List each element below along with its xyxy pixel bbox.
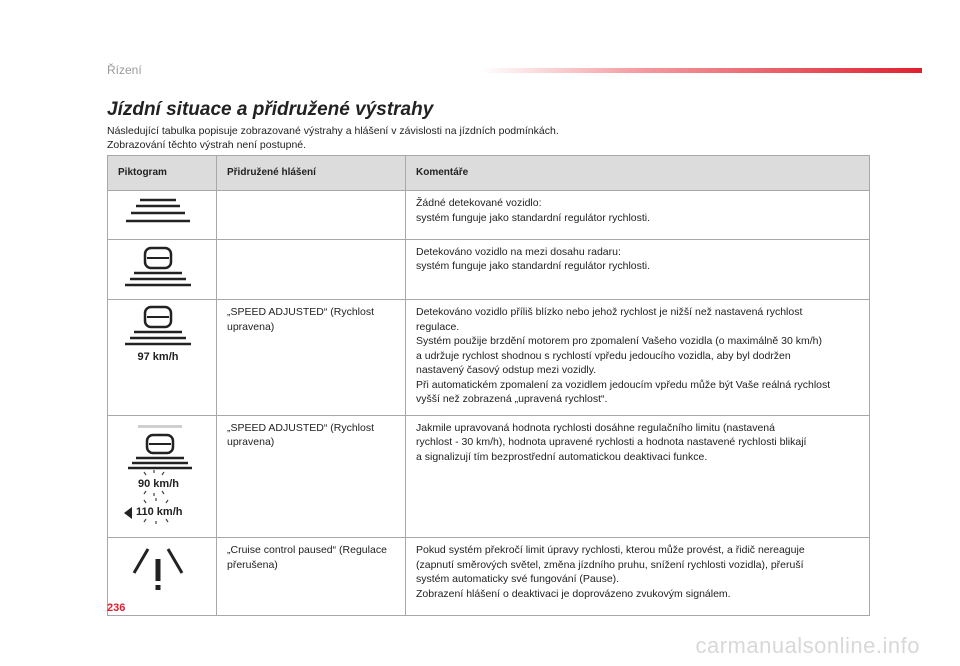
- table-row: [108, 191, 870, 240]
- comment-line: systém funguje jako standardní regulátor rychlosti.: [416, 260, 651, 272]
- comment-line: Detekováno vozidlo příliš blízko nebo jehož rychlost je nižší než nastavená rychlost: [416, 306, 803, 318]
- lane-no-vehicle-icon: [118, 196, 198, 226]
- message-cell: [217, 239, 406, 300]
- table-row: [108, 300, 870, 416]
- table-row: [108, 538, 870, 616]
- pictogram-cell: [108, 415, 217, 538]
- comment-line: Jakmile upravovaná hodnota rychlosti dosáhne regulačního limitu (nastavená: [416, 421, 775, 434]
- comment-line: nastavený časový odstup mezi vozidly.: [416, 364, 597, 376]
- alerts-table: [107, 155, 870, 616]
- comment-line: (zapnutí směrových světel, změna jízdního pruhu, snížení rychlosti vozidla), přeruší: [416, 558, 804, 571]
- comment-cell: [406, 415, 870, 538]
- comment-line: Při automatickém zpomalení za vozidlem jedoucím vpředu může být Vaše reálná rychlost: [416, 378, 831, 391]
- lane-vehicle-ahead-icon: [118, 245, 198, 287]
- pictogram-cell: [108, 191, 217, 240]
- comment-cell: [406, 191, 870, 240]
- header-comments: Komentáře: [406, 156, 870, 191]
- intro-text: [107, 124, 559, 152]
- comment-line: Zobrazení hlášení o deaktivaci je doprovázeno zvukovým signálem.: [416, 587, 731, 600]
- cruise-paused-warning-icon: [118, 543, 198, 593]
- intro-line: Následující tabulka popisuje zobrazované výstrahy a hlášení v závislosti na jízdních podmínkách.: [107, 125, 559, 137]
- speed-readout-set: 110 km/h: [136, 505, 183, 518]
- table-row: [108, 415, 870, 538]
- comment-line: Detekováno vozidlo na mezi dosahu radaru:: [416, 245, 621, 258]
- comment-line: Systém použije brzdění motorem pro zpomalení Vašeho vozidla (o maximálně 30 km/h): [416, 335, 822, 347]
- section-accent-bar: [480, 68, 922, 73]
- comment-line: regulace.: [416, 320, 460, 333]
- comment-line: vyšší než zobrazená „upravená rychlost“.: [416, 393, 608, 405]
- intro-line: Zobrazování těchto výstrah není postupné.: [107, 139, 307, 151]
- message-cell: [217, 191, 406, 240]
- comment-cell: [406, 538, 870, 616]
- comment-line: systém automaticky své fungování (Pause).: [416, 573, 620, 585]
- comment-cell: [406, 300, 870, 416]
- header-message: Přidružené hlášení: [217, 156, 406, 191]
- message-cell: „SPEED ADJUSTED“ (Rychlost upravena): [217, 300, 406, 416]
- message-cell: „Cruise control paused“ (Regulace přerušena): [217, 538, 406, 616]
- page-heading: Jízdní situace a přidružené výstrahy: [107, 99, 434, 120]
- comment-line: a signalizují tím bezprostřední automatickou deaktivaci funkce.: [416, 450, 708, 463]
- message-cell: „SPEED ADJUSTED“ (Rychlost upravena): [217, 415, 406, 538]
- page-number: 236: [107, 602, 126, 614]
- comment-cell: [406, 239, 870, 300]
- section-title: Řízení: [107, 63, 142, 77]
- speed-readout-adjusted: 90 km/h: [138, 477, 179, 490]
- speed-adjusted-limit-icon: [118, 421, 202, 525]
- lane-vehicle-speed-icon: [118, 305, 198, 363]
- comment-line: a udržuje rychlost shodnou s rychlostí vpředu jedoucího vozidla, aby byl dodržen: [416, 349, 791, 362]
- header-pictogram: Piktogram: [108, 156, 217, 191]
- table-row: [108, 239, 870, 300]
- pictogram-cell: [108, 239, 217, 300]
- table-header-row: [108, 156, 870, 191]
- speed-readout: 97 km/h: [137, 351, 179, 363]
- pictogram-cell: [108, 300, 217, 416]
- watermark: carmanualsonline.info: [695, 633, 920, 658]
- comment-line: Pokud systém překročí limit úpravy rychlosti, kterou může provést, a řidič nereaguje: [416, 544, 805, 556]
- comment-line: rychlost - 30 km/h), hodnota upravené rychlosti a hodnota nastavené rychlosti blikají: [416, 436, 807, 448]
- comment-line: Žádné detekované vozidlo:: [416, 197, 542, 209]
- comment-line: systém funguje jako standardní regulátor rychlosti.: [416, 211, 651, 224]
